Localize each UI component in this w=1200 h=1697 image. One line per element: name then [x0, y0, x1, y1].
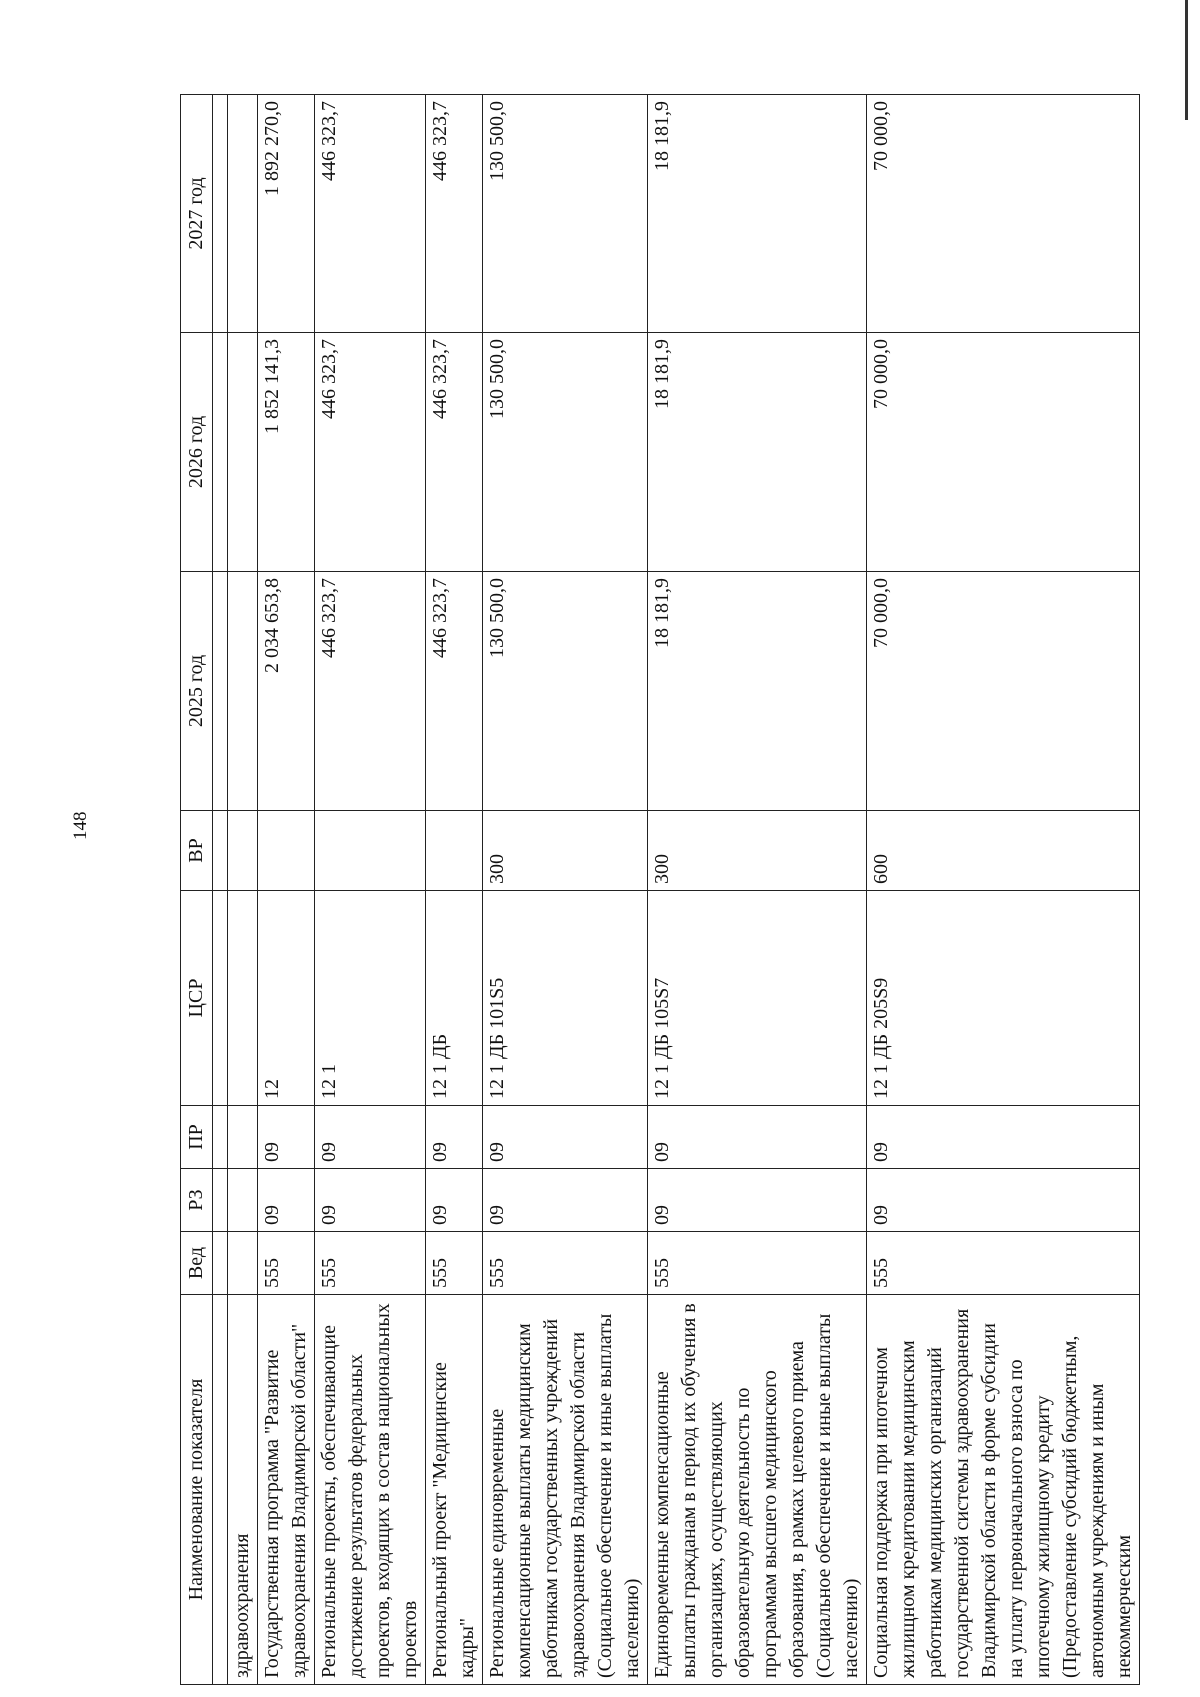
row-2026: 70 000,0	[867, 333, 1140, 572]
row-pr: 09	[867, 1106, 1140, 1169]
row-name: Региональные единовременные компенсационные выплаты медицинским работникам государственных учреждений здравоохранения Владимирской области (Социальное обеспечение и иные выплаты населению)	[483, 1295, 648, 1685]
row-rz	[228, 1169, 258, 1232]
row-name: Региональный проект "Медицинские кадры"	[426, 1295, 483, 1685]
row-2025	[228, 572, 258, 811]
row-name: Единовременные компенсационные выплаты гражданам в период их обучения в организациях, осуществляющих образовательную деятельность по программам высшего медицинского образования, в рамках целевого приема (Социальное обеспечение и иные выплаты населению)	[648, 1295, 867, 1685]
header-rz: РЗ	[181, 1169, 213, 1232]
row-2025: 446 323,7	[426, 572, 483, 811]
row-ved	[228, 1232, 258, 1295]
row-vr	[258, 811, 315, 891]
row-name: здравоохранения	[228, 1295, 258, 1685]
header-row	[181, 95, 213, 1685]
row-pr: 09	[426, 1106, 483, 1169]
header-csr: ЦСР	[181, 891, 213, 1106]
row-name: Государственная программа "Развитие здравоохранения Владимирской области"	[258, 1295, 315, 1685]
row-pr: 09	[315, 1106, 426, 1169]
row-ved: 555	[648, 1232, 867, 1295]
row-2025: 18 181,9	[648, 572, 867, 811]
header-name: Наименование показателя	[181, 1295, 213, 1685]
row-ved: 555	[426, 1232, 483, 1295]
budget-table	[180, 94, 1140, 1685]
row-vr	[426, 811, 483, 891]
row-vr	[315, 811, 426, 891]
row-2025: 70 000,0	[867, 572, 1140, 811]
row-2026: 446 323,7	[315, 333, 426, 572]
page-number: 148	[70, 811, 91, 840]
rotated-table-container	[180, 95, 1135, 1685]
table-row	[426, 95, 483, 1685]
row-2026: 1 852 141,3	[258, 333, 315, 572]
row-2027: 70 000,0	[867, 95, 1140, 333]
header-vr: ВР	[181, 811, 213, 891]
header-spacer-row	[213, 95, 228, 1685]
row-ved: 555	[258, 1232, 315, 1295]
row-2027	[228, 95, 258, 333]
row-2026: 446 323,7	[426, 333, 483, 572]
row-2027: 446 323,7	[426, 95, 483, 333]
table-row	[483, 95, 648, 1685]
table-row	[258, 95, 315, 1685]
row-ved: 555	[483, 1232, 648, 1295]
row-2027: 130 500,0	[483, 95, 648, 333]
table-row	[867, 95, 1140, 1685]
header-2026: 2026 год	[181, 333, 213, 572]
row-pr: 09	[483, 1106, 648, 1169]
row-rz: 09	[426, 1169, 483, 1232]
header-pr: ПР	[181, 1106, 213, 1169]
row-ved: 555	[315, 1232, 426, 1295]
row-2026	[228, 333, 258, 572]
header-2027: 2027 год	[181, 95, 213, 333]
row-pr: 09	[258, 1106, 315, 1169]
row-2027: 18 181,9	[648, 95, 867, 333]
row-2027: 1 892 270,0	[258, 95, 315, 333]
row-vr: 600	[867, 811, 1140, 891]
row-name: Социальная поддержка при ипотечном жилищном кредитовании медицинским работникам медицинских организаций государственной системы здравоохранения Владимирской области в форме субсидии на уплату первоначального взноса по ипотечному жилищному кредиту (Предоставление субсидий бюджетным, автономным учреждениям и иным некоммерческим	[867, 1295, 1140, 1685]
row-csr: 12 1 ДБ 101S5	[483, 891, 648, 1106]
row-2025: 2 034 653,8	[258, 572, 315, 811]
header-ved: Вед	[181, 1232, 213, 1295]
table-row	[228, 95, 258, 1685]
scan-edge-mark	[1185, 0, 1188, 120]
row-2027: 446 323,7	[315, 95, 426, 333]
row-2026: 18 181,9	[648, 333, 867, 572]
row-rz: 09	[483, 1169, 648, 1232]
row-csr: 12 1 ДБ 105S7	[648, 891, 867, 1106]
row-name: Региональные проекты, обеспечивающие достижение результатов федеральных проектов, входящих в состав национальных проектов	[315, 1295, 426, 1685]
row-ved: 555	[867, 1232, 1140, 1295]
table-row	[648, 95, 867, 1685]
header-2025: 2025 год	[181, 572, 213, 811]
row-csr: 12	[258, 891, 315, 1106]
row-pr	[228, 1106, 258, 1169]
table-row	[315, 95, 426, 1685]
row-vr: 300	[648, 811, 867, 891]
row-csr: 12 1 ДБ 205S9	[867, 891, 1140, 1106]
row-csr	[228, 891, 258, 1106]
row-rz: 09	[315, 1169, 426, 1232]
row-csr: 12 1	[315, 891, 426, 1106]
row-csr: 12 1 ДБ	[426, 891, 483, 1106]
row-2026: 130 500,0	[483, 333, 648, 572]
row-2025: 130 500,0	[483, 572, 648, 811]
row-vr	[228, 811, 258, 891]
row-pr: 09	[648, 1106, 867, 1169]
row-vr: 300	[483, 811, 648, 891]
row-rz: 09	[648, 1169, 867, 1232]
row-rz: 09	[258, 1169, 315, 1232]
row-rz: 09	[867, 1169, 1140, 1232]
row-2025: 446 323,7	[315, 572, 426, 811]
